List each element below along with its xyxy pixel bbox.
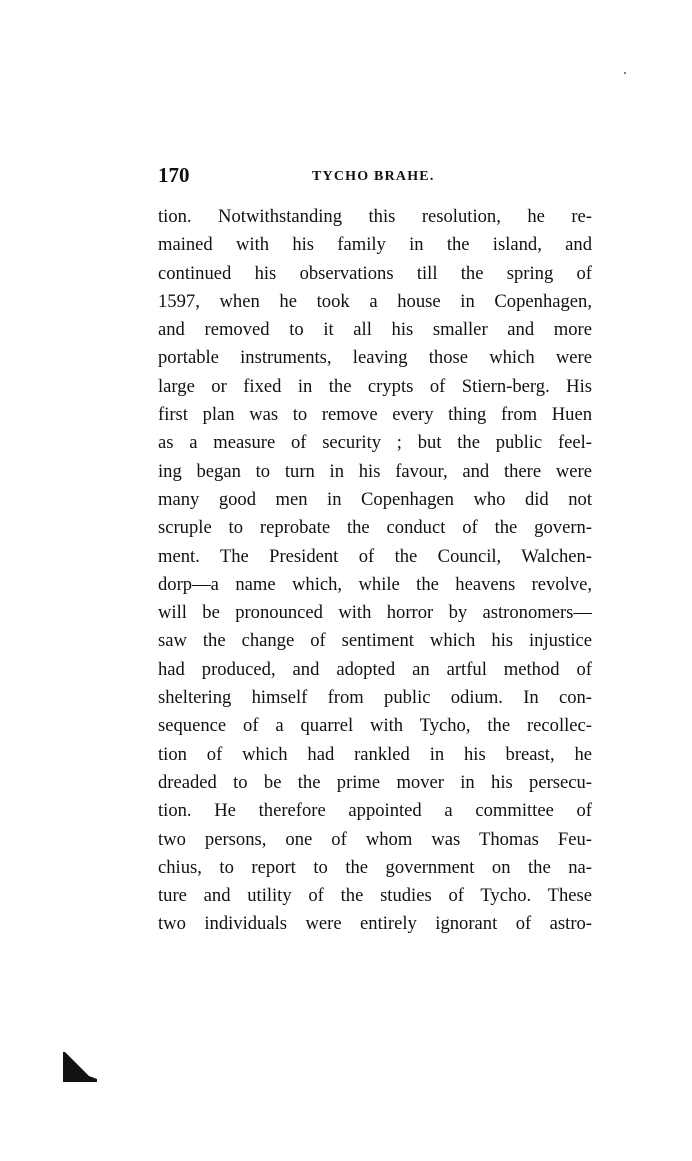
page-number: 170: [158, 163, 190, 187]
text-line: two persons, one of whom was Thomas Feu-: [158, 828, 592, 850]
text-line: sequence of a quarrel with Tycho, the recollec-: [158, 715, 592, 737]
text-line: ment. The President of the Council, Walchen-: [158, 545, 592, 567]
text-line: tion. Notwithstanding this resolution, he re-: [158, 206, 592, 227]
text-line: tion of which had rankled in his breast, he: [158, 743, 592, 765]
text-line: tion. He therefore appointed a committee of: [158, 800, 592, 822]
text-line: mained with his family in the island, and: [158, 234, 592, 256]
text-line: portable instruments, leaving those which were: [158, 347, 592, 369]
text-line: ture and utility of the studies of Tycho. These: [158, 885, 592, 907]
text-line: large or fixed in the crypts of Stiern-berg. His: [158, 375, 592, 397]
page-header: [158, 160, 592, 190]
text-line: dorp—a name which, while the heavens revolve,: [158, 573, 592, 595]
body-text: [158, 203, 592, 939]
text-line: continued his observations till the spring of: [158, 262, 592, 284]
text-line: scruple to reprobate the conduct of the govern-: [158, 517, 592, 539]
text-line: as a measure of security ; but the public feel-: [158, 432, 592, 454]
scan-corner-mark: [63, 1052, 97, 1082]
text-line: saw the change of sentiment which his injustice: [158, 630, 592, 652]
text-line: ing began to turn in his favour, and there were: [158, 460, 592, 482]
text-line: chius, to report to the government on the na-: [158, 856, 592, 878]
text-line: will be pronounced with horror by astronomers—: [158, 602, 592, 624]
text-line: and removed to it all his smaller and more: [158, 319, 592, 341]
text-line: dreaded to be the prime mover in his persecu-: [158, 771, 592, 793]
text-line: many good men in Copenhagen who did not: [158, 488, 592, 510]
text-line: sheltering himself from public odium. In con-: [158, 687, 592, 709]
text-line: 1597, when he took a house in Copenhagen,: [158, 290, 592, 312]
text-line: first plan was to remove every thing from Huen: [158, 404, 592, 426]
text-line: two individuals were entirely ignorant of astro-: [158, 913, 592, 935]
text-line: had produced, and adopted an artful method of: [158, 658, 592, 680]
ink-speck: [624, 72, 626, 74]
running-title: TYCHO BRAHE.: [312, 169, 435, 184]
